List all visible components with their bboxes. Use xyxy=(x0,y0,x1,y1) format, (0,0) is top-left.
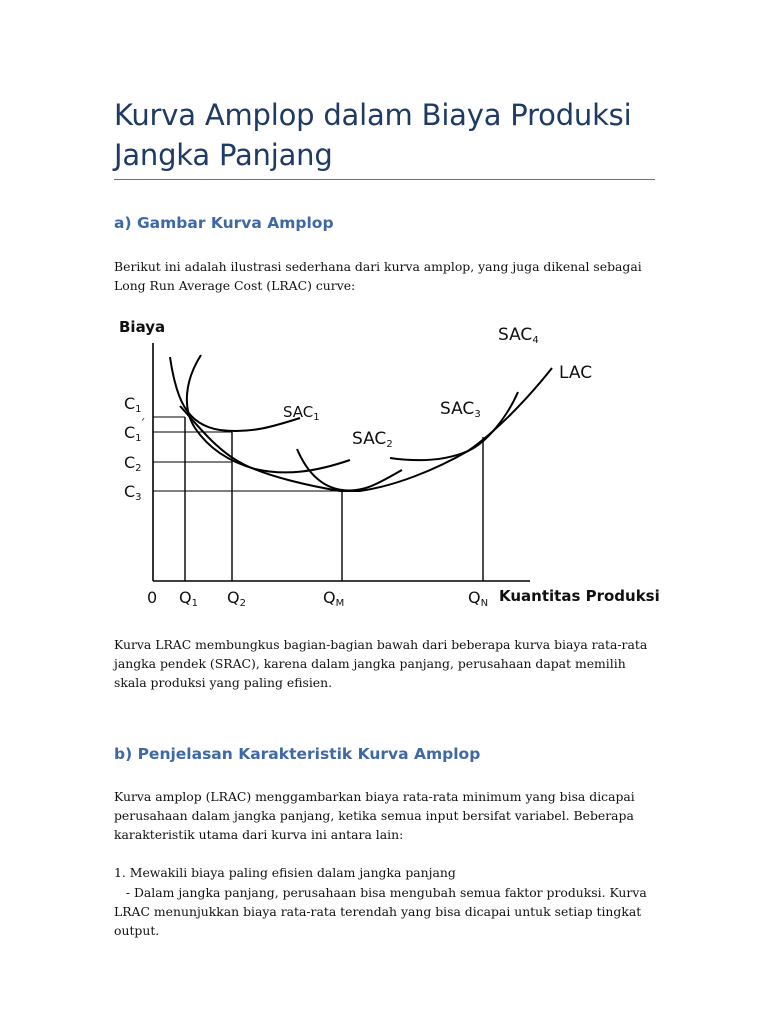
sac1-curve xyxy=(170,357,300,431)
title-divider xyxy=(114,179,655,180)
point-1-body: - Dalam jangka panjang, perusahaan bisa mengubah semua faktor produksi. Kurva LRAC menunjukkan biaya rata-rata terendah yang bisa dicapai untuk setiap tingkat output. xyxy=(114,885,651,938)
section-a-intro: Berikut ini adalah ilustrasi sederhana dari kurva amplop, yang juga dikenal sebagai Long Run Average Cost (LRAC) curve: xyxy=(114,259,642,293)
x-tick-qm: QM xyxy=(323,588,345,609)
origin-label: 0 xyxy=(147,588,158,607)
sac1-label: $SAC_1$ xyxy=(283,403,320,423)
sac4-label: SAC4 xyxy=(498,325,539,346)
y-tick-c2: C2 xyxy=(124,453,142,474)
lac-label: LAC xyxy=(559,363,593,383)
y-tick-c3: C3 xyxy=(124,482,142,503)
x-axis-label: Kuantitas Produksi xyxy=(499,587,660,605)
y-axis-label: Biaya xyxy=(119,318,166,336)
sac2-curve xyxy=(187,355,350,472)
x-tick-q2: Q2 xyxy=(227,588,246,609)
y-tick-c1: C1 xyxy=(124,394,142,415)
y-tick-c1-prime: C1´ xyxy=(124,417,146,444)
page-title: Kurva Amplop dalam Biaya Produksi Jangka Panjang xyxy=(114,98,632,172)
envelope-curve-svg xyxy=(110,310,670,615)
x-tick-qn: QN xyxy=(468,588,489,609)
x-tick-q1: Q1 xyxy=(179,588,198,609)
section-a-heading: a) Gambar Kurva Amplop xyxy=(114,214,334,232)
section-b-heading: b) Penjelasan Karakteristik Kurva Amplop xyxy=(114,745,481,763)
envelope-curve-figure xyxy=(110,310,670,615)
point-1-title: 1. Mewakili biaya paling efisien dalam jangka panjang xyxy=(114,865,456,880)
sac3-label: SAC3 xyxy=(440,399,481,420)
sac2-label: SAC2 xyxy=(352,429,393,450)
section-b-intro: Kurva amplop (LRAC) menggambarkan biaya rata-rata minimum yang bisa dicapai perusahaan dalam jangka panjang, ketika semua input bersifat variabel. Beberapa karakteristik utama dari kurva ini antara lain: xyxy=(114,789,635,842)
section-a-explanation: Kurva LRAC membungkus bagian-bagian bawah dari beberapa kurva biaya rata-rata jangka pendek (SRAC), karena dalam jangka panjang, perusahaan dapat memilih skala produksi yang paling efisien. xyxy=(114,637,648,690)
